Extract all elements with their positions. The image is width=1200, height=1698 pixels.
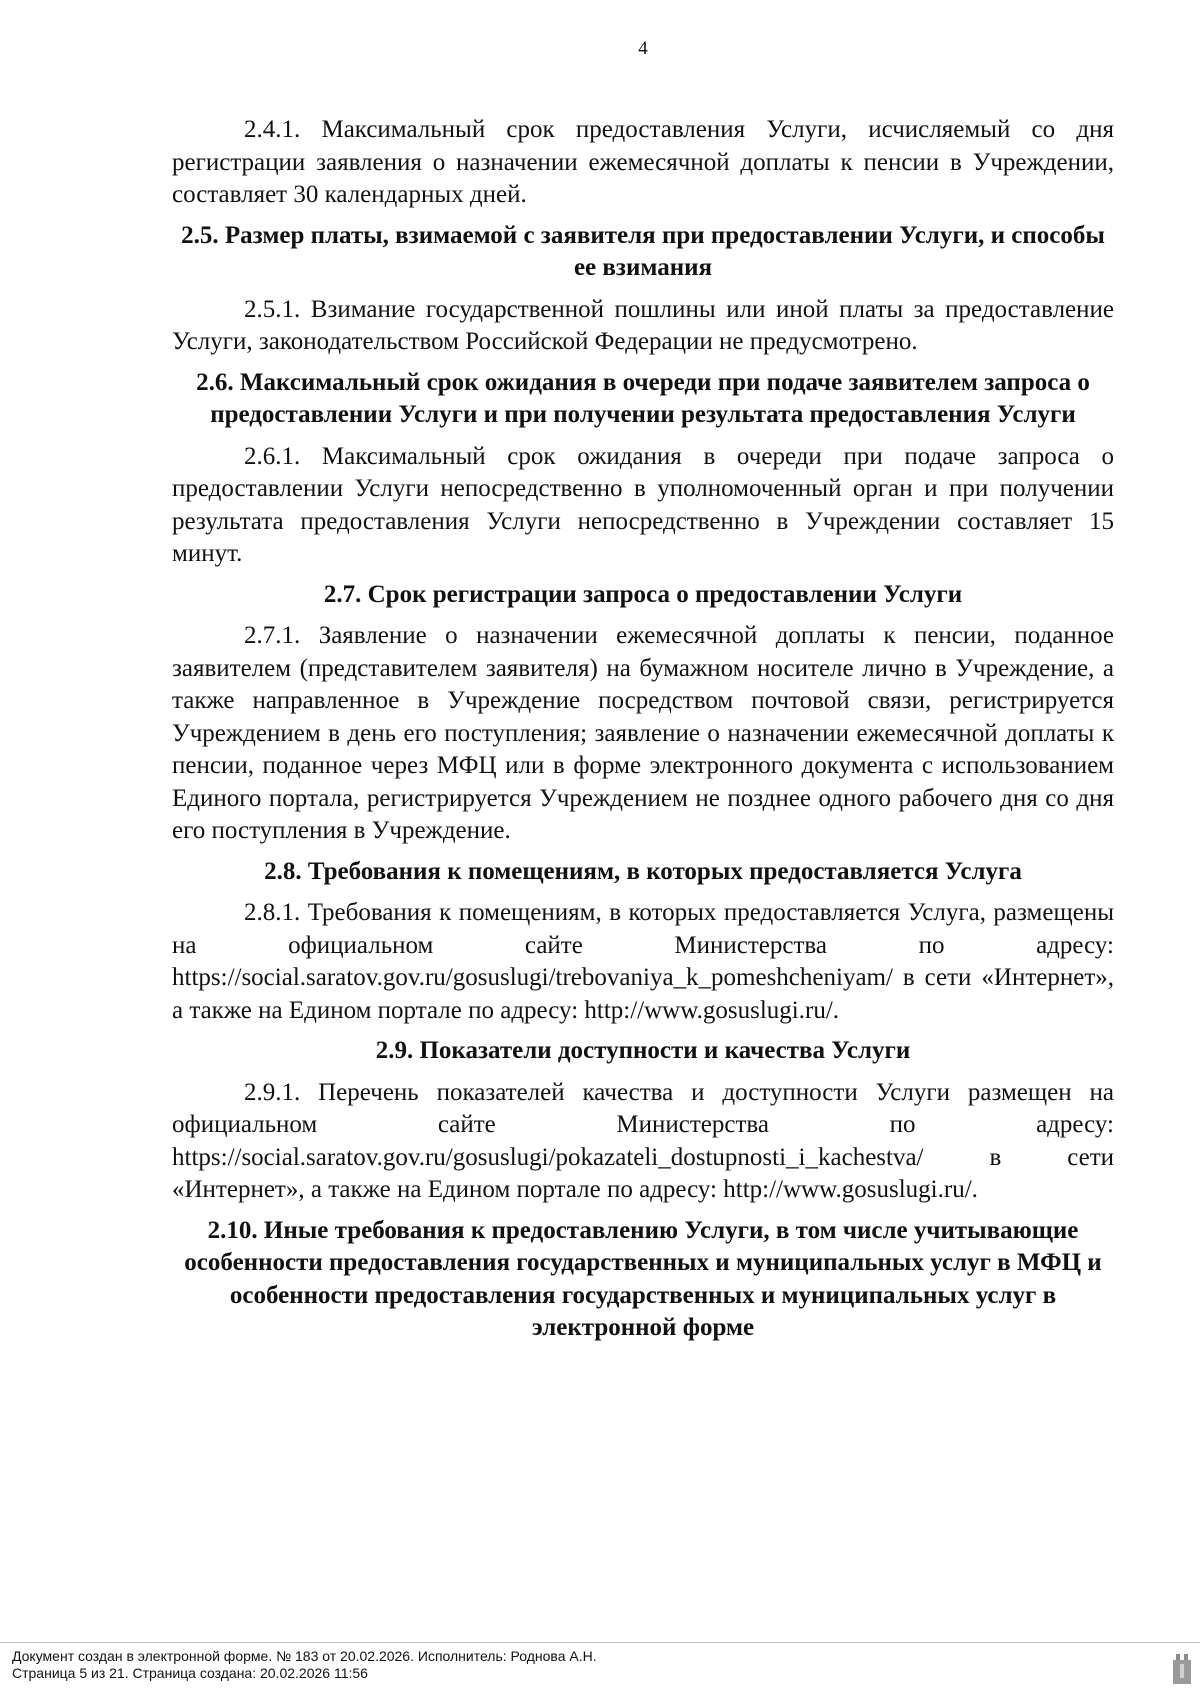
paragraph-2-6-1: 2.6.1. Максимальный срок ожидания в очереди при подаче запроса о предоставлении Услуги непосредственно в уполномоченный орган и при получении результата предоставления Услуги непосредственно в Учреждении составляет 15 минут. <box>172 442 1114 567</box>
page-number: 4 <box>638 38 648 59</box>
paragraph-2-5-1: 2.5.1. Взимание государственной пошлины или иной платы за предоставление Услуги, законодательством Российской Федерации не предусмотрено. <box>172 295 1114 355</box>
heading-2-10: 2.10. Иные требования к предоставлению Услуги, в том числе учитывающие особенности предоставления государственных и муниципальных услуг в МФЦ и особенности предоставления государственных и муниципальных услуг в электронной форме <box>184 1216 1102 1341</box>
paragraph-2-8-1: 2.8.1. Требования к помещениям, в которых предоставляется Услуга, размещены на официальном сайте Министерства по адресу: https://social.saratov.gov.ru/gosuslugi/trebovaniya_k_pomeshcheniyam/ в сети «Интернет», а также на Едином портале по адресу: http://www.gosuslugi.ru/. <box>172 899 1114 1024</box>
paragraph-2-4-1: 2.4.1. Максимальный срок предоставления Услуги, исчисляемый со дня регистрации заявления о назначении ежемесячной доплаты к пенсии в Учреждении, составляет 30 календарных дней. <box>172 116 1114 208</box>
footer-line-document-info: Документ создан в электронной форме. № 183 от 20.02.2026. Исполнитель: Роднова А.Н. <box>12 1648 597 1664</box>
heading-2-6: 2.6. Максимальный срок ожидания в очереди при подаче заявителем запроса о предоставлении Услуги и при получении результата предоставления Услуги <box>196 368 1090 428</box>
emblem-icon <box>1170 1650 1194 1686</box>
footer-line-page-info: Страница 5 из 21. Страница создана: 20.02.2026 11:56 <box>12 1665 368 1681</box>
document-footer <box>12 1648 597 1682</box>
heading-2-8: 2.8. Требования к помещениям, в которых предоставляется Услуга <box>264 857 1022 885</box>
footer-divider <box>0 1642 1200 1643</box>
document-body <box>172 114 1114 1354</box>
heading-2-9: 2.9. Показатели доступности и качества Услуги <box>375 1037 911 1064</box>
heading-2-7: 2.7. Срок регистрации запроса о предоставлении Услуги <box>323 580 963 608</box>
paragraph-2-7-1: 2.7.1. Заявление о назначении ежемесячной доплаты к пенсии, поданное заявителем (представителем заявителя) на бумажном носителе лично в Учреждение, а также направленное в Учреждение посредством почтовой связи, регистрируется Учреждением в день его поступления; заявление о назначении ежемесячной доплаты к пенсии, поданное через МФЦ или в форме электронного документа с использованием Единого портала, регистрируется Учреждением не позднее одного рабочего дня со дня его поступления в Учреждение. <box>172 622 1114 844</box>
paragraph-2-9-1: 2.9.1. Перечень показателей качества и доступности Услуги размещен на официальном сайте Министерства по адресу: https://social.saratov.gov.ru/gosuslugi/pokazateli_dostupnosti_i_kachestva/ в сети «Интернет», а также на Едином портале по адресу: http://www.gosuslugi.ru/. <box>172 1078 1114 1203</box>
heading-2-5: 2.5. Размер платы, взимаемой с заявителя при предоставлении Услуги, и способы ее взимания <box>181 221 1105 281</box>
